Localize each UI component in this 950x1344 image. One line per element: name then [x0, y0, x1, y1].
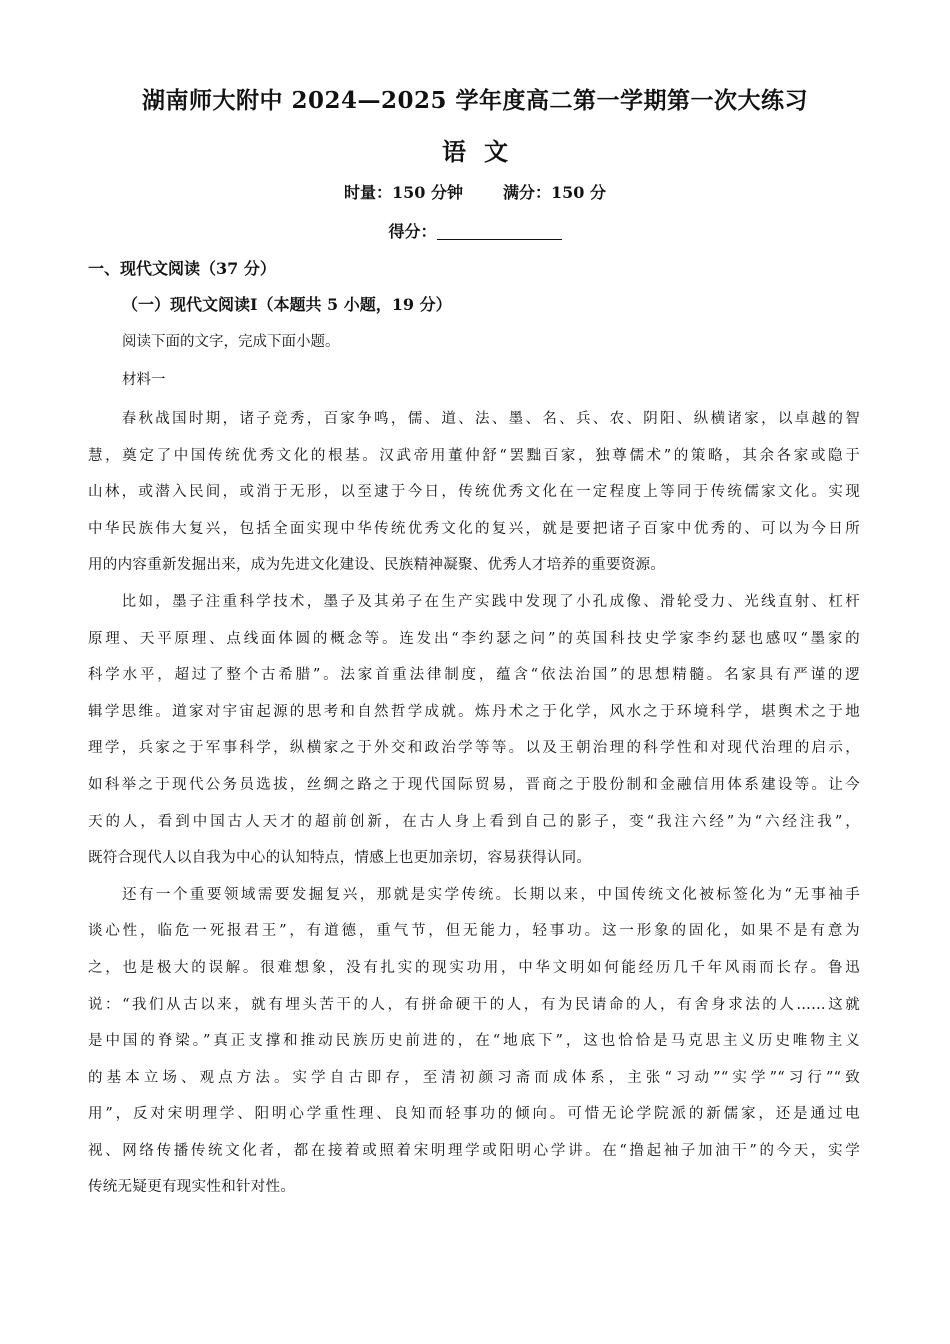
text-line: 传统无疑更有现实性和针对性。 — [88, 1179, 296, 1196]
exam-meta — [0, 180, 950, 203]
text-line: 天的人，看到中国古人天才的超前创新，在古人身上看到自己的影子，变“我注六经”为“六经注我”， — [88, 813, 860, 830]
text-line: 慧，奠定了中国传统优秀文化的根基。汉武帝用董仲舒“罢黜百家，独尊儒术”的策略，其余各家或隐于 — [88, 447, 860, 464]
text-line: 之，也是极大的误解。很难想象，没有扎实的现实功用，中华文明如何能经历几千年风雨而长存。鲁迅 — [88, 959, 860, 976]
text-line: 的基本立场、观点方法。实学自古即存，至清初颜习斋而成体系，主张“习动”“实学”“习行”“致 — [88, 1069, 860, 1086]
text-line: 用”，反对宋明理学、阳明心学重性理、良知而轻事功的倾向。可惜无论学院派的新儒家，还是通过电 — [88, 1106, 860, 1123]
text-line: 说：“我们从古以来，就有埋头苦干的人，有拼命硬干的人，有为民请命的人，有舍身求法的人……这就 — [88, 996, 860, 1013]
material-text — [88, 401, 860, 1206]
text-line: 还有一个重要领域需要发掘复兴，那就是实学传统。长期以来，中国传统文化被标签化为“无事袖手 — [88, 886, 860, 903]
text-line: 是中国的脊梁。”真正支撑和推动民族历史前进的，在“地底下”，这也恰恰是马克思主义历史唯物主义 — [88, 1033, 860, 1050]
text-line: 比如，墨子注重科学技术，墨子及其弟子在生产实践中发现了小孔成像、滑轮受力、光线直射、杠杆 — [88, 593, 860, 610]
text-line: 辑学思维。道家对宇宙起源的思考和自然哲学成就。炼丹术之于化学，风水之于环境科学，堪舆术之于地 — [88, 703, 860, 720]
time-limit: 时量：150 分钟 — [344, 183, 463, 202]
text-line: 既符合现代人以自我为中心的认知特点，情感上也更加亲切，容易获得认同。 — [88, 850, 592, 867]
text-line: 山林，或潜入民间，或消于无形，以至逮于今日，传统优秀文化在一定程度上等同于传统儒家文化。实现 — [88, 484, 860, 501]
reading-instruction: 阅读下面的文字，完成下面小题。 — [122, 334, 340, 350]
section-title: 一、现代文阅读（37 分） — [88, 259, 276, 278]
paragraph-2 — [88, 584, 860, 877]
text-line: 春秋战国时期，诸子竞秀，百家争鸣，儒、道、法、墨、名、兵、农、阴阳、纵横诸家，以卓越的智 — [88, 411, 860, 427]
score-blank[interactable] — [437, 223, 562, 240]
score-line — [0, 219, 950, 242]
score-label: 得分： — [388, 222, 437, 241]
text-line: 中华民族伟大复兴，包括全面实现中华传统优秀文化的复兴，就是要把诸子百家中优秀的、可以为今日所 — [88, 520, 860, 537]
text-line: 谈心性，临危一死报君王”，有道德，重气节，但无能力，轻事功。这一形象的固化，如果不是有意为 — [88, 923, 860, 940]
text-line: 视、网络传播传统文化者，都在接着或照着宋明理学或阳明心学讲。在“撸起袖子加油干”的今天，实学 — [88, 1142, 860, 1159]
subject-title: 语文 — [442, 137, 526, 166]
text-line: 用的内容重新发掘出来，成为先进文化建设、民族精神凝聚、优秀人才培养的重要资源。 — [88, 557, 666, 574]
full-score: 满分：150 分 — [503, 183, 606, 202]
text-line: 科学水平，超过了整个古希腊”。法家首重法律制度，蕴含“依法治国”的思想精髓。名家具有严谨的逻 — [88, 667, 860, 684]
exam-title: 湖南师大附中 2024—2025 学年度高二第一学期第一次大练习 — [141, 87, 809, 114]
text-line: 如科举之于现代公务员选拔，丝绸之路之于现代国际贸易，晋商之于股份制和金融信用体系建设等。让今 — [88, 776, 860, 793]
text-line: 原理、天平原理、点线面体圆的概念等。连发出“李约瑟之问”的英国科技史学家李约瑟也感叹“墨家的 — [88, 630, 860, 647]
paragraph-1 — [88, 401, 860, 584]
paragraph-3 — [88, 877, 860, 1206]
subsection-title: （一）现代文阅读Ⅰ（本题共 5 小题，19 分） — [122, 295, 452, 314]
material-label: 材料一 — [122, 372, 166, 388]
text-line: 理学，兵家之于军事科学，纵横家之于外交和政治学等等。以及王朝治理的科学性和对现代治理的启示， — [88, 740, 860, 757]
